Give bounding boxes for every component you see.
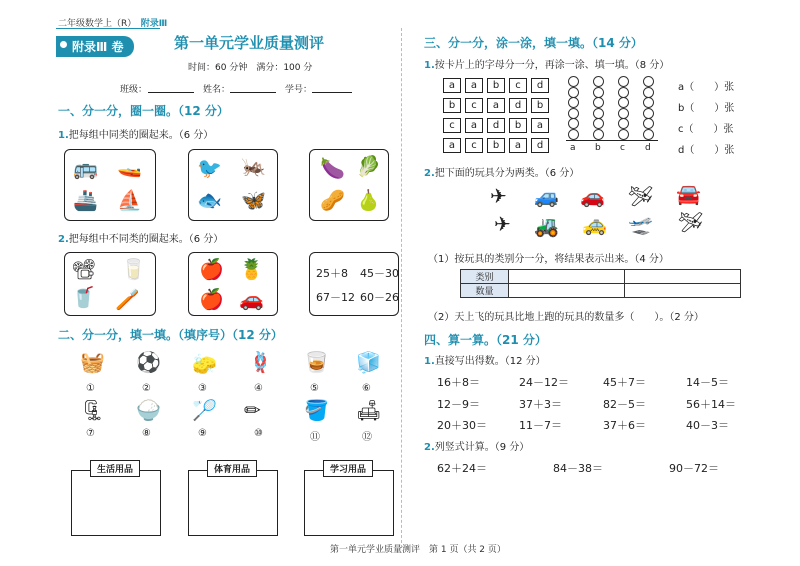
arith-item[interactable]: 20＋30＝ [437,419,487,432]
tally-circle[interactable] [643,97,654,108]
tally-circle[interactable] [593,87,604,98]
axis-label: b [595,143,601,153]
letter-card: b [531,98,549,113]
tally-circle[interactable] [643,108,654,119]
tally-circle[interactable] [593,97,604,108]
category-tag-study: 学习用品 [323,460,373,477]
time-info: 时间：60 分钟 满分：100 分 [188,63,313,73]
item-label: ⑨ [198,428,207,439]
header-rule [56,28,160,29]
tally-circle[interactable] [618,97,629,108]
plane-icon: 🛩 [628,184,654,208]
item-label: ⑧ [142,428,151,439]
apple-icon-2: 🍎 [199,287,224,311]
pineapple-icon: 🍍 [239,257,264,281]
swallow-icon: 🐦 [197,156,222,180]
letter-cards [443,78,549,153]
table-cell[interactable] [625,270,741,284]
s1-group3-box[interactable] [309,149,389,221]
letter-card: c [465,138,483,153]
tally-circle[interactable] [568,97,579,108]
s1-group5-box[interactable] [188,252,278,316]
arith-item[interactable]: 37＋6＝ [603,419,646,432]
letter-card: a [443,138,461,153]
grade-label: 二年级数学上（R） 附录Ⅲ [58,19,168,29]
s1-q1-text: 1.把每组中同类的圈起来。（6 分） [58,130,214,141]
letter-card: b [487,78,505,93]
letter-card: b [487,138,505,153]
letter-card: a [443,78,461,93]
car-icon: 🚗 [580,184,605,208]
math-item: 60－26 [360,291,399,304]
fill-line-b[interactable]: b（ ）张 [678,103,735,114]
plane-icon: 🛩 [678,210,704,234]
arith-item[interactable]: 37＋3＝ [519,398,562,411]
table-header-category: 类别 [461,270,509,284]
letter-card: c [465,98,483,113]
item-label: ⑪ [310,432,320,443]
letter-card: b [443,98,461,113]
appendix-badge: 附录Ⅲ 卷 [56,36,134,57]
fill-line-c[interactable]: c（ ）张 [678,124,734,135]
letter-card: d [531,78,549,93]
s1-group2-box[interactable] [188,149,278,221]
pencil-case-icon: ✏ [244,398,261,422]
projector-icon: 📽 [71,257,97,281]
toothbrush-icon: 🪥 [115,287,140,311]
table-cell[interactable] [509,284,625,298]
s1-math-box[interactable] [309,252,399,316]
arith-item[interactable]: 16＋8＝ [437,376,480,389]
arith-item[interactable]: 12－9＝ [437,398,480,411]
vertical-item[interactable]: 62＋24＝ [437,462,487,475]
plane-icon: ✈ [490,184,507,208]
item-label: ① [86,383,95,394]
vertical-item[interactable]: 84－38＝ [553,462,603,475]
item-label: ⑤ [310,383,319,394]
item-label: ⑫ [362,432,372,443]
s1-q2-text: 2.把每组中不同类的圈起来。（6 分） [58,234,224,245]
section1-heading: 一、分一分，圈一圈。（12 分） [58,104,229,118]
tally-circle[interactable] [643,118,654,129]
arith-item[interactable]: 24－12＝ [519,376,569,389]
classification-table[interactable] [460,269,741,298]
arith-item[interactable]: 82－5＝ [603,398,646,411]
id-label: 学号： [285,85,313,95]
peanut-icon: 🥜 [320,188,345,212]
car-toy-icon: 🚗 [239,287,264,311]
tally-circle[interactable] [618,76,629,87]
section4-heading: 四、算一算。（21 分） [424,333,547,347]
pear-icon: 🍐 [356,188,381,212]
s1-group4-box[interactable] [64,252,156,316]
car-icon: 🚘 [676,182,701,206]
item-label: ⑥ [362,383,371,394]
tally-axis [566,140,658,141]
arith-item[interactable]: 56＋14＝ [686,398,736,411]
s3-q2-2: （2）天上飞的玩具比地上跑的玩具的数量多（ ）。（2 分） [428,312,704,323]
s1-group1-box[interactable] [64,149,156,221]
letter-card: a [487,98,505,113]
tally-circle[interactable] [643,76,654,87]
fill-line-d[interactable]: d（ ）张 [678,145,735,156]
letter-card: d [487,118,505,133]
item-label: ⑩ [254,428,263,439]
page-footer: 第一单元学业质量测评 第 1 页（共 2 页） [330,545,506,555]
axis-label: a [570,143,576,153]
dragonfly-icon: 🦗 [241,154,266,178]
table-cell[interactable] [509,270,625,284]
arith-item[interactable]: 14－5＝ [686,376,729,389]
tally-circle[interactable] [593,129,604,140]
id-field[interactable] [312,92,352,93]
arith-item[interactable]: 40－3＝ [686,419,729,432]
tally-circle[interactable] [618,108,629,119]
math-item: 45－30 [360,267,399,280]
table-header-count: 数量 [461,284,509,298]
letter-card: b [509,118,527,133]
letter-card: d [509,98,527,113]
category-box-study[interactable] [304,470,394,536]
section3-heading: 三、分一分，涂一涂，填一填。（14 分） [424,36,643,50]
glass-icon: 🥃 [304,350,329,374]
class-field[interactable] [148,92,194,93]
tally-circle[interactable] [643,87,654,98]
class-label: 班级： [120,85,148,95]
letter-card: a [465,78,483,93]
boat-icon: 🚤 [117,154,142,178]
shuttlecock-icon: 🏸 [192,398,217,422]
s3-q2-text: 2.把下面的玩具分为两类。（6 分） [424,168,580,179]
sofa-icon: 🛋 [356,398,382,422]
item-label: ③ [198,383,207,394]
axis-label: c [620,143,625,153]
tally-circle[interactable] [568,108,579,119]
bus-icon: 🚌 [73,156,98,180]
milk-icon: 🥛 [121,257,146,281]
washing-machine-icon: 🧺 [80,350,105,374]
s3-q1-text: 1.按卡片上的字母分一分，再涂一涂、填一填。（8 分） [424,60,670,71]
car-icon: 🚕 [582,212,607,236]
eggplant-icon: 🍆 [320,156,345,180]
item-label: ② [142,383,151,394]
math-item: 25＋8 [316,267,348,280]
tally-circle[interactable] [593,108,604,119]
s4-q1-text: 1.直接写出得数。（12 分） [424,356,546,367]
item-label: ④ [254,383,263,394]
plane-icon: ✈ [494,212,511,236]
axis-label: d [645,143,651,153]
fish-icon: 🐟 [197,188,222,212]
letter-card: c [509,78,527,93]
letter-card: d [531,138,549,153]
arith-item[interactable]: 11－7＝ [519,419,562,432]
jump-rope-icon: 🪢 [248,350,273,374]
letter-card: a [509,138,527,153]
table-cell[interactable] [625,284,741,298]
category-box-sports[interactable] [188,470,278,536]
tally-circle[interactable] [643,129,654,140]
tally-circle[interactable] [568,87,579,98]
apple-icon: 🍎 [199,257,224,281]
eraser-icon: 🧽 [192,352,217,376]
arith-item[interactable]: 45＋7＝ [603,376,646,389]
rice-cooker-icon: 🍚 [136,398,161,422]
football-icon: ⚽ [136,350,161,374]
letter-card: c [443,118,461,133]
math-item: 67－12 [316,291,355,304]
tally-circle[interactable] [618,87,629,98]
tally-circle[interactable] [618,118,629,129]
tally-circle[interactable] [568,118,579,129]
tally-circle[interactable] [568,76,579,87]
tally-circle[interactable] [593,118,604,129]
section2-heading: 二、分一分，填一填。（填序号）（12 分） [58,328,283,342]
letter-card: a [465,118,483,133]
ship-icon: 🚢 [73,188,98,212]
plane-icon: 🛫 [628,212,653,236]
tally-circle[interactable] [618,129,629,140]
category-box-daily[interactable] [71,470,161,536]
tally-chart[interactable] [560,74,660,156]
vertical-item[interactable]: 90－72＝ [669,462,719,475]
name-label: 姓名： [203,85,231,95]
category-tag-daily: 生活用品 [90,460,140,477]
cabbage-icon: 🥬 [356,154,381,178]
car-icon: 🚙 [534,184,559,208]
page-divider [401,28,402,548]
tally-circle[interactable] [568,129,579,140]
tally-circle[interactable] [593,76,604,87]
item-label: ⑦ [86,428,95,439]
category-tag-sports: 体育用品 [207,460,257,477]
cup-icon: 🥤 [71,285,96,309]
sailboat-icon: ⛵ [117,188,142,212]
s4-q2-text: 2.列竖式计算。（9 分） [424,442,530,453]
sharpener-icon: 🗜 [80,398,106,422]
name-field[interactable] [230,92,276,93]
fridge-icon: 🧊 [356,350,381,374]
page-title: 第一单元学业质量测评 [174,34,325,52]
tank-icon: 🚜 [534,214,559,238]
letter-card: a [531,118,549,133]
bucket-icon: 🪣 [304,398,329,422]
butterfly-icon: 🦋 [241,188,266,212]
s3-q2-1: （1）按玩具的类别分一分，将结果表示出来。（4 分） [428,254,669,265]
fill-line-a[interactable]: a（ ）张 [678,82,735,93]
